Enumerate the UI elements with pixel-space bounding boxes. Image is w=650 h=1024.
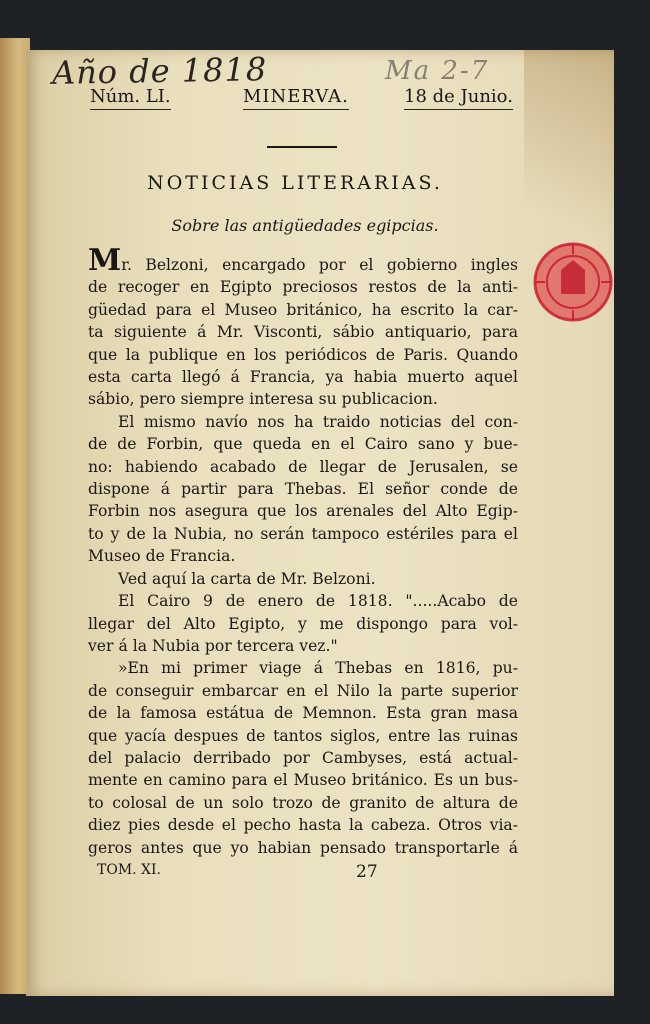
text-line: que la publique en los periódicos de Paris. Quando <box>88 345 518 364</box>
handwritten-year-note: Año de 1818 <box>51 50 268 92</box>
periodical-title: MINERVA. <box>243 86 349 110</box>
section-title: NOTICIAS LITERARIAS. <box>147 172 443 194</box>
text-line: El mismo navío nos ha traido noticias del con- <box>118 412 518 431</box>
text-line: güedad para el Museo británico, ha escrito la car- <box>88 300 518 319</box>
text-line: diez pies desde el pecho hasta la cabeza. Otros via- <box>88 816 518 835</box>
text-line: llegar del Alto Egipto, y me dispongo para vol- <box>88 614 518 633</box>
text-line: ta siguiente á Mr. Visconti, sábio antiquario, para <box>88 323 518 342</box>
text-line: Museo de Francia. <box>88 547 236 566</box>
text-line: Ved aquí la carta de Mr. Belzoni. <box>118 569 376 588</box>
text-line: de de Forbin, que queda en el Cairo sano y bue- <box>88 435 518 454</box>
text-line: Forbin nos asegura que los arenales del Alto Egip- <box>88 502 518 521</box>
text-line: del palacio derribado por Cambyses, está actual- <box>88 748 518 767</box>
text-line: no: habiendo acabado de llegar de Jerusalen, se <box>88 457 518 476</box>
text-line: dispone á partir para Thebas. El señor conde de <box>88 480 518 499</box>
drop-cap: M <box>88 243 122 278</box>
text-line: que yacía despues de tantos siglos, entre las ruinas <box>88 726 518 745</box>
issue-date: 18 de Junio. <box>404 86 513 110</box>
page-number: 27 <box>356 862 378 882</box>
text-line: ver á la Nubia por tercera vez." <box>88 636 338 655</box>
text-line: esta carta llegó á Francia, ya habia muerto aquel <box>88 368 518 387</box>
issue-number: Núm. LI. <box>90 86 171 110</box>
text-line: de recoger en Egipto preciosos restos de la anti- <box>88 278 518 297</box>
handwritten-faded-note: Ma 2-7 <box>385 56 490 86</box>
text-line: de la famosa estátua de Memnon. Esta gran masa <box>88 704 518 723</box>
text-line: to y de la Nubia, no serán tampoco estériles para el <box>88 524 518 543</box>
text-line: mente en camino para el Museo británico. Es un bus- <box>88 771 518 790</box>
page-footer <box>0 862 650 886</box>
article-body <box>88 243 518 859</box>
tome-number: TOM. XI. <box>97 862 161 878</box>
article-subtitle: Sobre las antigüedades egipcias. <box>171 216 439 235</box>
text-line: de conseguir embarcar en el Nilo la parte superior <box>88 681 518 700</box>
page-header <box>0 86 650 118</box>
text-line: to colosal de un solo trozo de granito de altura de <box>88 793 518 812</box>
text-line: Mr. Belzoni, encargado por el gobierno ingles <box>88 243 518 278</box>
text-line: »En mi primer viage á Thebas en 1816, pu- <box>118 659 518 678</box>
library-seal-icon <box>531 240 615 324</box>
text-line: sábio, pero siempre interesa su publicacion. <box>88 390 438 409</box>
text-line: El Cairo 9 de enero de 1818. ".....Acabo de <box>118 592 518 611</box>
header-divider <box>267 146 337 148</box>
text-line: geros antes que yo habian pensado transportarle á <box>88 838 518 857</box>
